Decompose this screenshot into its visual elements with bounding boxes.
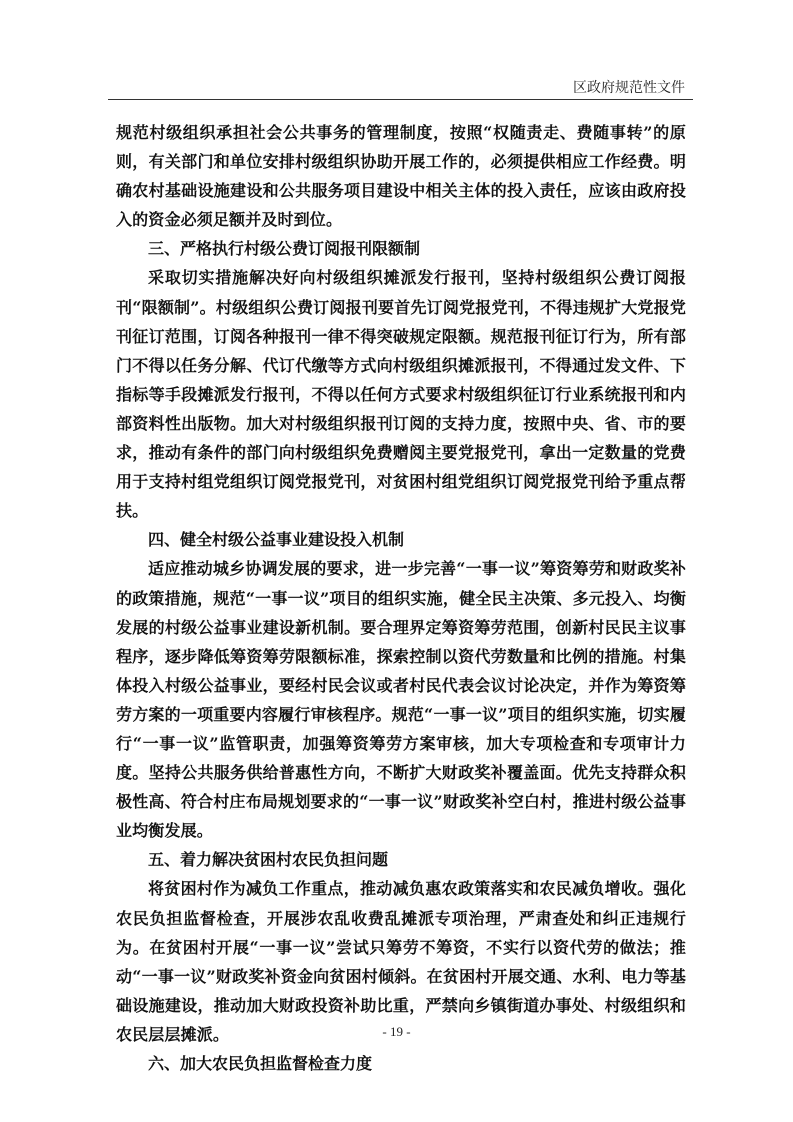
page-number: - 19 -	[382, 1024, 411, 1039]
document-body	[116, 118, 686, 1078]
section-heading: 六、加大农民负担监督检查力度	[148, 1054, 373, 1073]
document-header-label: 区政府规范性文件	[573, 80, 685, 96]
body-paragraph: 采取切实措施解决好向村级组织摊派发行报刊，坚持村级组织公费订阅报刊“限额制”。村级组织公费订阅报刊要首先订阅党报党刊，不得违规扩大党报党刊征订范围，订阅各种报刊一律不得突破规定限额。规范报刊征订行为，所有部门不得以任务分解、代订代缴等方式向村级组织摊派报刊，不得通过发文件、下指标等手段摊派发行报刊，不得以任何方式要求村级组织征订行业系统报刊和内部资料性出版物。加大对村级组织报刊订阅的支持力度，按照中央、省、市的要求，推动有条件的部门向村级组织免费赠阅主要党报党刊，拿出一定数量的党费用于支持村组党组织订阅党报党刊，对贫困村组党组织订阅党报党刊给予重点帮扶。	[116, 268, 686, 521]
section-heading: 三、严格执行村级公费订阅报刊限额制	[148, 239, 421, 259]
body-paragraph: 将贫困村作为减负工作重点，推动减负惠农政策落实和农民减负增收。强化农民负担监督检查，开展涉农乱收费乱摊派专项治理，严肃查处和纠正违规行为。在贫困村开展“一事一议”尝试只筹劳不筹资，不实行以资代劳的做法；推动“一事一议”财政奖补资金向贫困村倾斜。在贫困村开展交通、水利、电力等基础设施建设，推动加大财政投资补助比重，严禁向乡镇街道办事处、村级组织和农民层层摊派。	[116, 879, 686, 1044]
section-heading: 四、健全村级公益事业建设投入机制	[148, 530, 405, 550]
header-divider	[108, 99, 693, 100]
section-heading: 五、着力解决贫困村农民负担问题	[148, 850, 389, 870]
body-paragraph: 规范村级组织承担社会公共事务的管理制度，按照“权随责走、费随事转”的原则，有关部门和单位安排村级组织协助开展工作的，必须提供相应工作经费。明确农村基础设施建设和公共服务项目建设中相关主体的投入责任，应该由政府投入的资金必须足额并及时到位。	[116, 123, 686, 230]
body-paragraph: 适应推动城乡协调发展的要求，进一步完善“一事一议”筹资筹劳和财政奖补的政策措施，规范“一事一议”项目的组织实施，健全民主决策、多元投入、均衡发展的村级公益事业建设新机制。要合理界定筹资筹劳范围，创新村民民主议事程序，逐步降低筹资筹劳限额标准，探索控制以资代劳数量和比例的措施。村集体投入村级公益事业，要经村民会议或者村民代表会议讨论决定，并作为筹资筹劳方案的一项重要内容履行审核程序。规范“一事一议”项目的组织实施，切实履行“一事一议”监管职责，加强筹资筹劳方案审核，加大专项检查和专项审计力度。坚持公共服务供给普惠性方向，不断扩大财政奖补覆盖面。优先支持群众积极性高、符合村庄布局规划要求的“一事一议”财政奖补空白村，推进村级公益事业均衡发展。	[116, 559, 686, 841]
